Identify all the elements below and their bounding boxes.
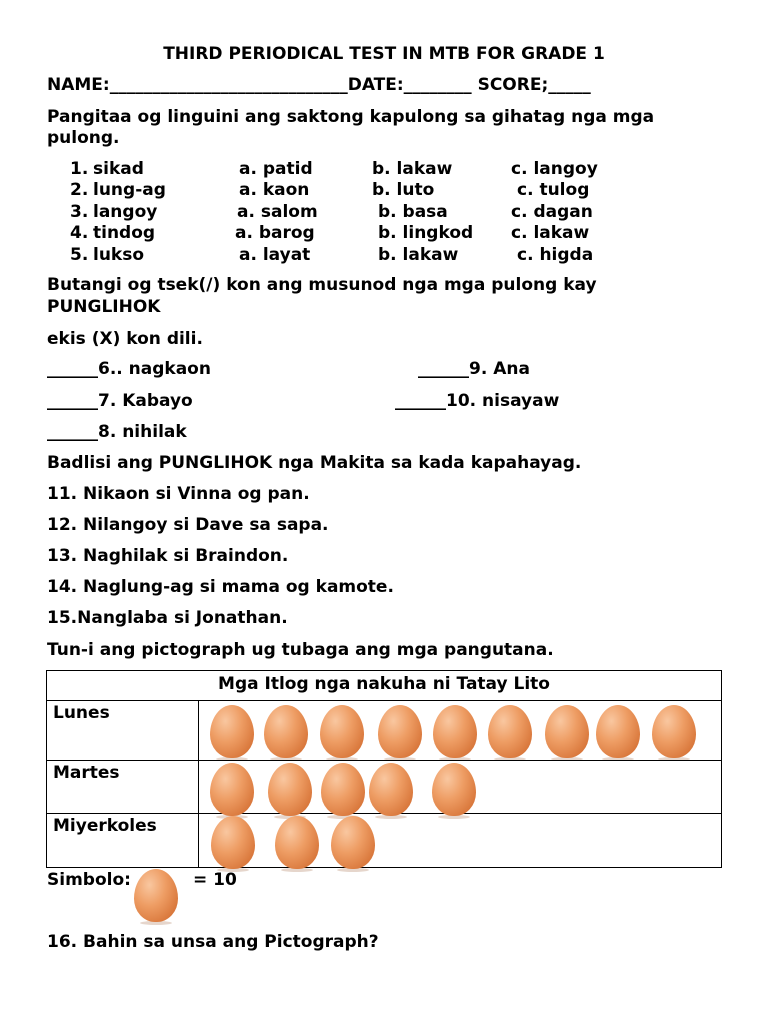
item-13: 13. Naghilak si Braindon.	[47, 546, 289, 566]
table-row	[47, 814, 722, 868]
item-12: 12. Nilangoy si Dave sa sapa.	[47, 515, 329, 535]
page-title: THIRD PERIODICAL TEST IN MTB FOR GRADE 1	[163, 44, 605, 64]
item-15: 15.Nanglaba si Jonathan.	[47, 608, 288, 628]
choice-a: a. barog	[235, 223, 315, 243]
table-row	[47, 761, 722, 814]
egg-icon	[211, 816, 255, 869]
item-14: 14. Naglung-ag si mama og kamote.	[47, 577, 394, 597]
item-9: ______9. Ana	[418, 359, 530, 379]
choice-b: b. lingkod	[378, 223, 474, 243]
day-label: Lunes	[47, 701, 199, 761]
item-6: ______6.. nagkaon	[47, 359, 211, 379]
item-number: 4.	[70, 223, 89, 243]
choice-c: c. dagan	[511, 202, 593, 222]
egg-icon	[369, 763, 413, 816]
egg-icon	[268, 763, 312, 816]
section1-instruction-2: pulong.	[47, 128, 120, 148]
egg-icon	[321, 763, 365, 816]
egg-icon	[596, 705, 640, 758]
egg-icon	[320, 705, 364, 758]
item-word: lukso	[93, 245, 145, 265]
egg-cell	[199, 814, 722, 868]
item-number: 2.	[70, 180, 89, 200]
item-word: langoy	[93, 202, 158, 222]
egg-icon	[210, 763, 254, 816]
egg-icon	[433, 705, 477, 758]
item-number: 5.	[70, 245, 89, 265]
item-10: ______10. nisayaw	[395, 391, 560, 411]
egg-icon	[432, 763, 476, 816]
section2-instruction-2: PUNGLIHOK	[47, 297, 161, 317]
egg-cell	[199, 701, 722, 761]
egg-icon	[331, 816, 375, 869]
item-7: ______7. Kabayo	[47, 391, 193, 411]
item-word: lung-ag	[93, 180, 166, 200]
egg-icon	[210, 705, 254, 758]
egg-cell	[199, 761, 722, 814]
egg-icon	[378, 705, 422, 758]
choice-b: b. luto	[372, 180, 435, 200]
choice-a: a. salom	[237, 202, 318, 222]
section3-instruction: Badlisi ang PUNGLIHOK nga Makita sa kada kapahayag.	[47, 453, 582, 473]
egg-icon	[652, 705, 696, 758]
question-16: 16. Bahin sa unsa ang Pictograph?	[47, 932, 379, 952]
choice-b: b. basa	[378, 202, 448, 222]
choice-a: a. layat	[239, 245, 311, 265]
day-label: Miyerkoles	[47, 814, 199, 868]
section2-instruction-3: ekis (X) kon dili.	[47, 329, 203, 349]
header-line: NAME:____________________________DATE:________ SCORE;_____	[47, 75, 591, 95]
egg-icon	[488, 705, 532, 758]
choice-a: a. patid	[239, 159, 313, 179]
item-11: 11. Nikaon si Vinna og pan.	[47, 484, 310, 504]
egg-icon	[264, 705, 308, 758]
item-number: 1.	[70, 159, 89, 179]
section1-instruction-1: Pangitaa og linguini ang saktong kapulong sa gihatag nga mga	[47, 107, 655, 127]
section4-instruction: Tun-i ang pictograph ug tubaga ang mga pangutana.	[47, 640, 554, 660]
day-label: Martes	[47, 761, 199, 814]
item-word: tindog	[93, 223, 156, 243]
choice-b: b. lakaw	[378, 245, 459, 265]
choice-a: a. kaon	[239, 180, 310, 200]
egg-icon	[545, 705, 589, 758]
symbol-label: Simbolo:	[47, 870, 131, 890]
egg-icon	[275, 816, 319, 869]
pictograph-table	[46, 670, 722, 868]
egg-icon	[134, 869, 178, 922]
choice-c: c. tulog	[517, 180, 590, 200]
table-row	[47, 701, 722, 761]
choice-c: c. lakaw	[511, 223, 590, 243]
symbol-value: = 10	[193, 870, 237, 890]
item-number: 3.	[70, 202, 89, 222]
item-8: ______8. nihilak	[47, 422, 187, 442]
choice-b: b. lakaw	[372, 159, 453, 179]
item-word: sikad	[93, 159, 144, 179]
section2-instruction-1: Butangi og tsek(/) kon ang musunod nga mga pulong kay	[47, 275, 597, 295]
choice-c: c. higda	[517, 245, 594, 265]
choice-c: c. langoy	[511, 159, 598, 179]
pictograph-title: Mga Itlog nga nakuha ni Tatay Lito	[47, 671, 722, 701]
